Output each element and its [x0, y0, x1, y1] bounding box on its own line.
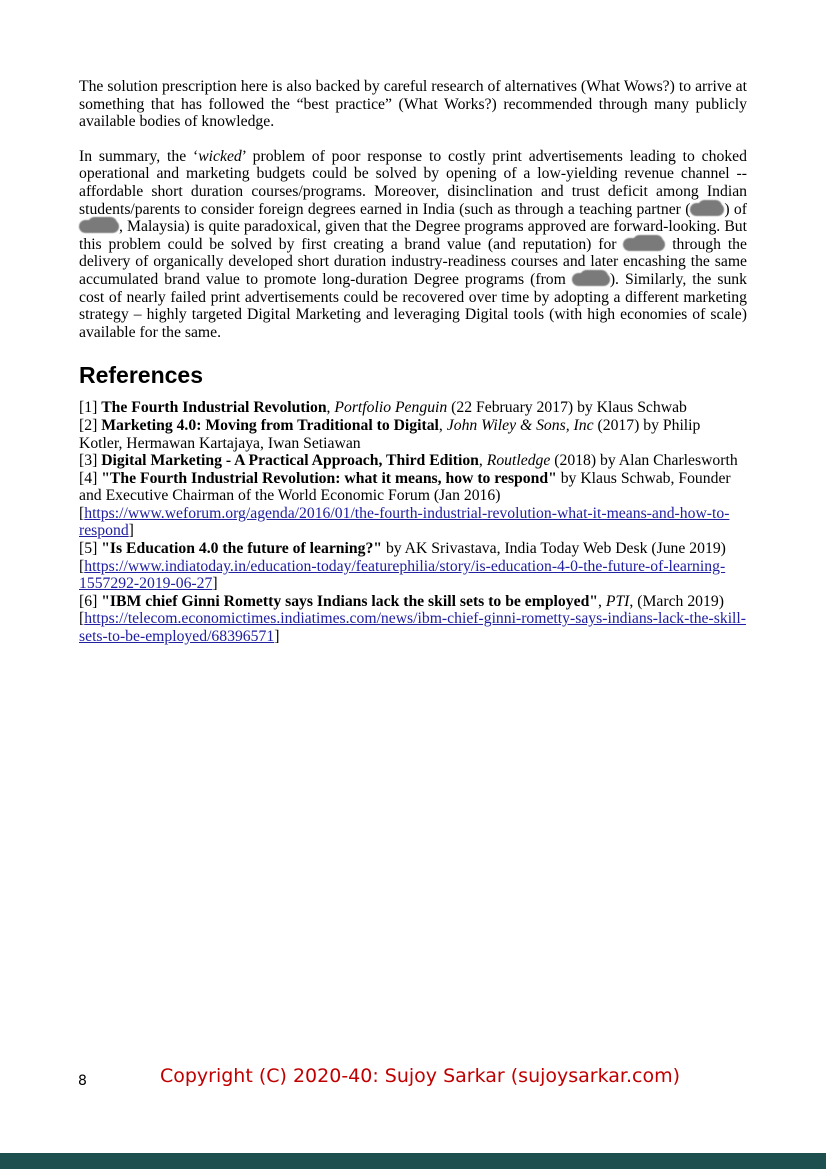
redaction-blob: [572, 273, 610, 286]
text-segment: "IBM chief Ginni Rometty says Indians lack the skill sets to be employed": [101, 592, 599, 610]
redaction-blob: [79, 220, 119, 233]
text-segment: wicked: [198, 147, 242, 165]
reference-item-5: [79, 540, 747, 593]
redaction-blob: [690, 203, 724, 216]
text-segment: Marketing 4.0: Moving from Traditional to Digital: [101, 416, 439, 434]
text-segment: PTI: [605, 592, 630, 610]
text-segment: by AK Srivastava, India Today Web Desk (June 2019) [: [79, 540, 726, 575]
text-segment: , Malaysia) is quite paradoxical, given that the Degree programs approved are forward-looking. But this problem could be solved by first creating a brand value (and reputation) for: [79, 218, 747, 253]
text-segment: "Is Education 4.0 the future of learning?": [101, 540, 383, 558]
text-segment: The Fourth Industrial Revolution: [101, 399, 327, 417]
text-segment: "The Fourth Industrial Revolution: what it means, how to respond": [101, 469, 557, 487]
reference-link[interactable]: https://www.indiatoday.in/education-today/featurephilia/story/is-education-4-0-the-future-of-learning-1557292-2019-06-27: [79, 557, 726, 593]
text-segment: through the delivery of organically developed short duration industry-readiness courses and later encashing the same accumulated brand value to promote long-duration Degree programs (from: [79, 235, 747, 288]
text-segment: ,: [326, 399, 335, 417]
reference-item-2: [79, 417, 747, 452]
reference-link[interactable]: https://telecom.economictimes.indiatimes.com/news/ibm-chief-ginni-rometty-says-indians-lack-the-skill-sets-to-be-employed/68396571: [79, 610, 746, 646]
text-segment: ) of: [724, 200, 747, 218]
paragraph-solution-prescription: The solution prescription here is also backed by careful research of alternatives (What Wows?) to arrive at something that has followed the “best practice” (What Works?) recommended through many publicly available bodies of knowledge.: [79, 78, 747, 131]
redaction-blob: [623, 238, 665, 251]
text-segment: ’ problem of poor response to costly print advertisements leading to choked operational and marketing budgets could be solved by opening of a low-yielding revenue channel -- affordable short duration courses/programs. Moreover, disinclination and trust deficit among Indian students/parents to consider foreign degrees earned in India (such as through a teaching partner (: [79, 147, 747, 218]
page-footer: [0, 1065, 826, 1102]
references-heading: References: [79, 362, 204, 389]
text-segment: [1]: [79, 399, 102, 417]
text-segment: [4]: [79, 469, 102, 487]
text-segment: Digital Marketing - A Practical Approach, Third Edition: [101, 452, 479, 470]
text-segment: ,: [478, 452, 487, 470]
reference-item-6: [79, 593, 747, 646]
copyright-row: [0, 1065, 826, 1087]
text-segment: [5]: [79, 540, 102, 558]
reference-item-4: [79, 470, 747, 540]
reference-item-3: [79, 452, 747, 470]
text-segment: John Wiley & Sons, Inc: [446, 416, 594, 434]
copyright-notice: Copyright (C) 2020-40: Sujoy Sarkar (sujoysarkar.com): [159, 1065, 681, 1087]
text-segment: , (March 2019) [: [79, 592, 724, 628]
text-segment: (2018) by Alan Charlesworth: [550, 452, 738, 470]
text-segment: [3]: [79, 452, 102, 470]
paragraph-summary: [79, 148, 747, 342]
text-segment: (2017) by Philip Kotler, Hermawan Kartajaya, Iwan Setiawan: [79, 416, 701, 452]
text-segment: Routledge: [486, 452, 551, 470]
page-number: 8: [78, 1073, 87, 1089]
text-segment: (22 February 2017) by Klaus Schwab: [447, 399, 687, 417]
text-segment: ]: [128, 522, 134, 540]
text-segment: Portfolio Penguin: [334, 399, 448, 417]
text-segment: ]: [274, 628, 280, 646]
text-segment: ,: [598, 592, 606, 610]
page-content: [79, 78, 747, 646]
references-list: [79, 399, 747, 645]
text-segment: ). Similarly, the sunk cost of nearly failed print advertisements could be recovered over time by adopting a different marketing strategy – highly targeted Digital Marketing and leveraging Digital tools (with high economies of scale) available for the same.: [79, 270, 747, 341]
text-segment: ,: [438, 416, 447, 434]
text-segment: [6]: [79, 592, 102, 610]
reference-link[interactable]: https://www.weforum.org/agenda/2016/01/the-fourth-industrial-revolution-what-it-means-and-how-to-respond: [79, 504, 730, 540]
text-segment: ]: [212, 575, 218, 593]
bottom-window-edge-bar: [0, 1153, 826, 1169]
text-segment: In summary, the ‘: [79, 147, 199, 165]
reference-item-1: [79, 399, 747, 417]
text-segment: by Klaus Schwab, Founder and Executive Chairman of the World Economic Forum (Jan 2016) [: [79, 469, 731, 522]
text-segment: [2]: [79, 416, 102, 434]
